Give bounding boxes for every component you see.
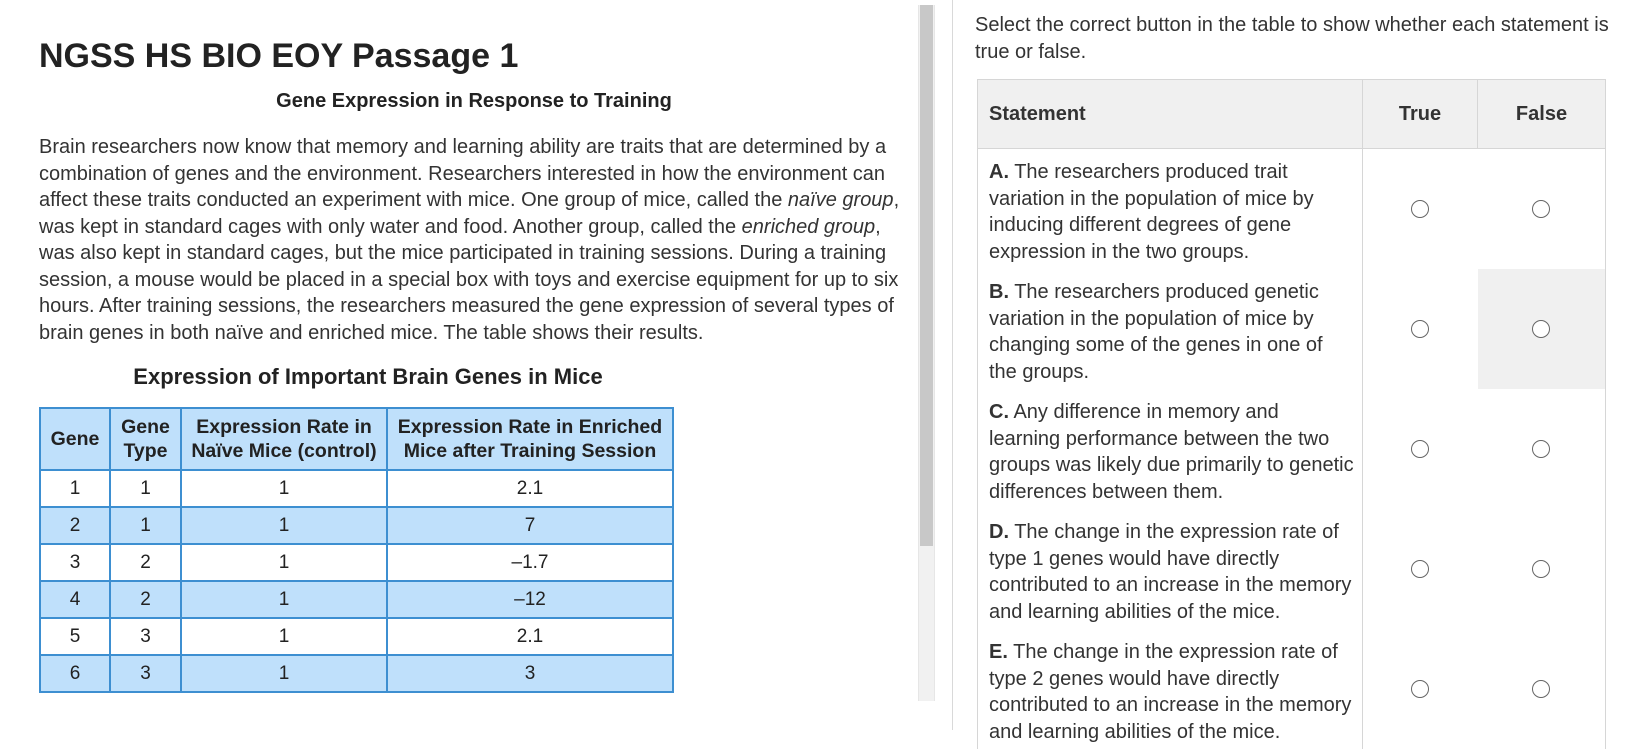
gene-table-cell: 2 (110, 581, 181, 618)
question-pane (953, 0, 1626, 730)
gene-table-header-cell (40, 408, 110, 470)
gene-table-header-row (40, 408, 673, 470)
gene-table-header-line: Gene (121, 416, 170, 438)
statement-row (978, 149, 1606, 270)
gene-table-cell: 1 (110, 470, 181, 507)
passage-scrollbar[interactable] (918, 5, 935, 701)
gene-table-cell: 3 (40, 544, 110, 581)
scrollbar-thumb[interactable] (920, 5, 933, 546)
statement-b-true-radio[interactable] (1411, 320, 1429, 338)
statement-a-false-radio[interactable] (1532, 200, 1550, 218)
gene-table-row (40, 470, 673, 507)
passage-body (39, 134, 919, 346)
gene-table-cell: –1.7 (387, 544, 673, 581)
statement-a-true-radio[interactable] (1411, 200, 1429, 218)
passage-text-segment: , was also kept in standard cages, but the mice participated in training sessions. During a training session, a mouse would be placed in a special box with toys and exercise equipment for up to six hours. After training sessions, the researchers measured the gene expression of several types of brain genes in both naïve and enriched mice. The table shows their results. (39, 216, 898, 344)
gene-table-row (40, 507, 673, 544)
gene-expression-table (39, 407, 674, 693)
gene-table-header-cell (110, 408, 181, 470)
statement-text: Any difference in memory and learning performance between the two groups was likely due primarily to genetic differences between them. (989, 401, 1354, 503)
statement-b-true-cell[interactable] (1363, 269, 1478, 389)
statement-text: The researchers produced trait variation in the population of mice by inducing different degrees of gene expression in the two groups. (989, 161, 1314, 263)
false-column-header: False (1478, 80, 1606, 149)
statement-row (978, 269, 1606, 389)
passage-title: NGSS HS BIO EOY Passage 1 (39, 34, 518, 78)
statement-d-true-cell[interactable] (1363, 509, 1478, 629)
gene-table-cell: 3 (387, 655, 673, 692)
gene-table-cell: 3 (110, 655, 181, 692)
gene-table-cell: 6 (40, 655, 110, 692)
statement-letter: E. (989, 641, 1008, 663)
gene-table-header-line: Type (123, 440, 167, 462)
gene-table-cell: 1 (181, 618, 387, 655)
gene-table-cell: 1 (110, 507, 181, 544)
gene-table-header-cell (387, 408, 673, 470)
statement-column-header: Statement (978, 80, 1363, 149)
statement-text: The change in the expression rate of type 2 genes would have directly contributed to an increase in the memory and learning abilities of the mice. (989, 641, 1351, 743)
statement-d-true-radio[interactable] (1411, 560, 1429, 578)
statement-c-true-cell[interactable] (1363, 389, 1478, 509)
passage-text-segment: , was kept in standard cages with only water and food. Another group, called the (39, 189, 899, 238)
statement-row (978, 629, 1606, 749)
statement-a-false-cell[interactable] (1478, 149, 1606, 270)
tf-table-header-row (978, 80, 1606, 149)
question-instructions: Select the correct button in the table to show whether each statement is true or false. (975, 12, 1615, 66)
statement-e-true-radio[interactable] (1411, 680, 1429, 698)
passage-text-segment: Brain researchers now know that memory and learning ability are traits that are determined by a combination of genes and the environment. Researchers interested in how the environment can affect these traits conducted an experiment with mice. One group of mice, called the (39, 136, 886, 211)
statement-letter: B. (989, 281, 1009, 303)
gene-table-cell: 2.1 (387, 618, 673, 655)
statement-cell (978, 389, 1363, 509)
passage-subtitle: Gene Expression in Response to Training (39, 88, 909, 114)
gene-table-header-line: Expression Rate in Enriched (398, 416, 662, 438)
gene-table-cell: 1 (181, 470, 387, 507)
tf-table-body (978, 149, 1606, 749)
statement-b-false-cell[interactable] (1478, 269, 1606, 389)
gene-table-cell: 2.1 (387, 470, 673, 507)
gene-table-cell: 7 (387, 507, 673, 544)
statement-c-false-cell[interactable] (1478, 389, 1606, 509)
gene-table-title: Expression of Important Brain Genes in Mice (39, 363, 697, 391)
true-false-table (977, 79, 1606, 749)
statement-c-true-radio[interactable] (1411, 440, 1429, 458)
gene-table-cell: 4 (40, 581, 110, 618)
gene-table-cell: 1 (181, 655, 387, 692)
statement-letter: A. (989, 161, 1009, 183)
statement-cell (978, 629, 1363, 749)
statement-letter: C. (989, 401, 1009, 423)
gene-table-cell: 1 (181, 581, 387, 618)
gene-table-cell: –12 (387, 581, 673, 618)
gene-table-header-line: Mice after Training Session (404, 440, 657, 462)
statement-cell (978, 269, 1363, 389)
statement-b-false-radio[interactable] (1532, 320, 1550, 338)
statement-row (978, 389, 1606, 509)
gene-table-cell: 1 (181, 507, 387, 544)
gene-table-cell: 2 (110, 544, 181, 581)
gene-table-cell: 1 (181, 544, 387, 581)
gene-table-cell: 5 (40, 618, 110, 655)
gene-table-row (40, 544, 673, 581)
gene-table-header-cell (181, 408, 387, 470)
statement-letter: D. (989, 521, 1009, 543)
gene-table-cell: 1 (40, 470, 110, 507)
passage-italic-term: naïve group (788, 189, 894, 211)
statement-c-false-radio[interactable] (1532, 440, 1550, 458)
statement-text: The researchers produced genetic variation in the population of mice by changing some of the genes in one of the groups. (989, 281, 1323, 383)
gene-table-cell: 3 (110, 618, 181, 655)
statement-e-true-cell[interactable] (1363, 629, 1478, 749)
gene-table-row (40, 655, 673, 692)
statement-e-false-radio[interactable] (1532, 680, 1550, 698)
gene-table-body (40, 470, 673, 692)
gene-table-header-line: Gene (51, 428, 100, 450)
passage-italic-term: enriched group (742, 216, 875, 238)
statement-row (978, 509, 1606, 629)
statement-cell (978, 149, 1363, 270)
statement-a-true-cell[interactable] (1363, 149, 1478, 270)
gene-table-header-line: Expression Rate in (196, 416, 372, 438)
statement-d-false-cell[interactable] (1478, 509, 1606, 629)
true-column-header: True (1363, 80, 1478, 149)
gene-table-header-line: Naïve Mice (control) (191, 440, 376, 462)
gene-table-cell: 2 (40, 507, 110, 544)
statement-e-false-cell[interactable] (1478, 629, 1606, 749)
statement-d-false-radio[interactable] (1532, 560, 1550, 578)
gene-table-row (40, 618, 673, 655)
gene-table-row (40, 581, 673, 618)
statement-cell (978, 509, 1363, 629)
statement-text: The change in the expression rate of type 1 genes would have directly contributed to an increase in the memory and learning abilities of the mice. (989, 521, 1351, 623)
